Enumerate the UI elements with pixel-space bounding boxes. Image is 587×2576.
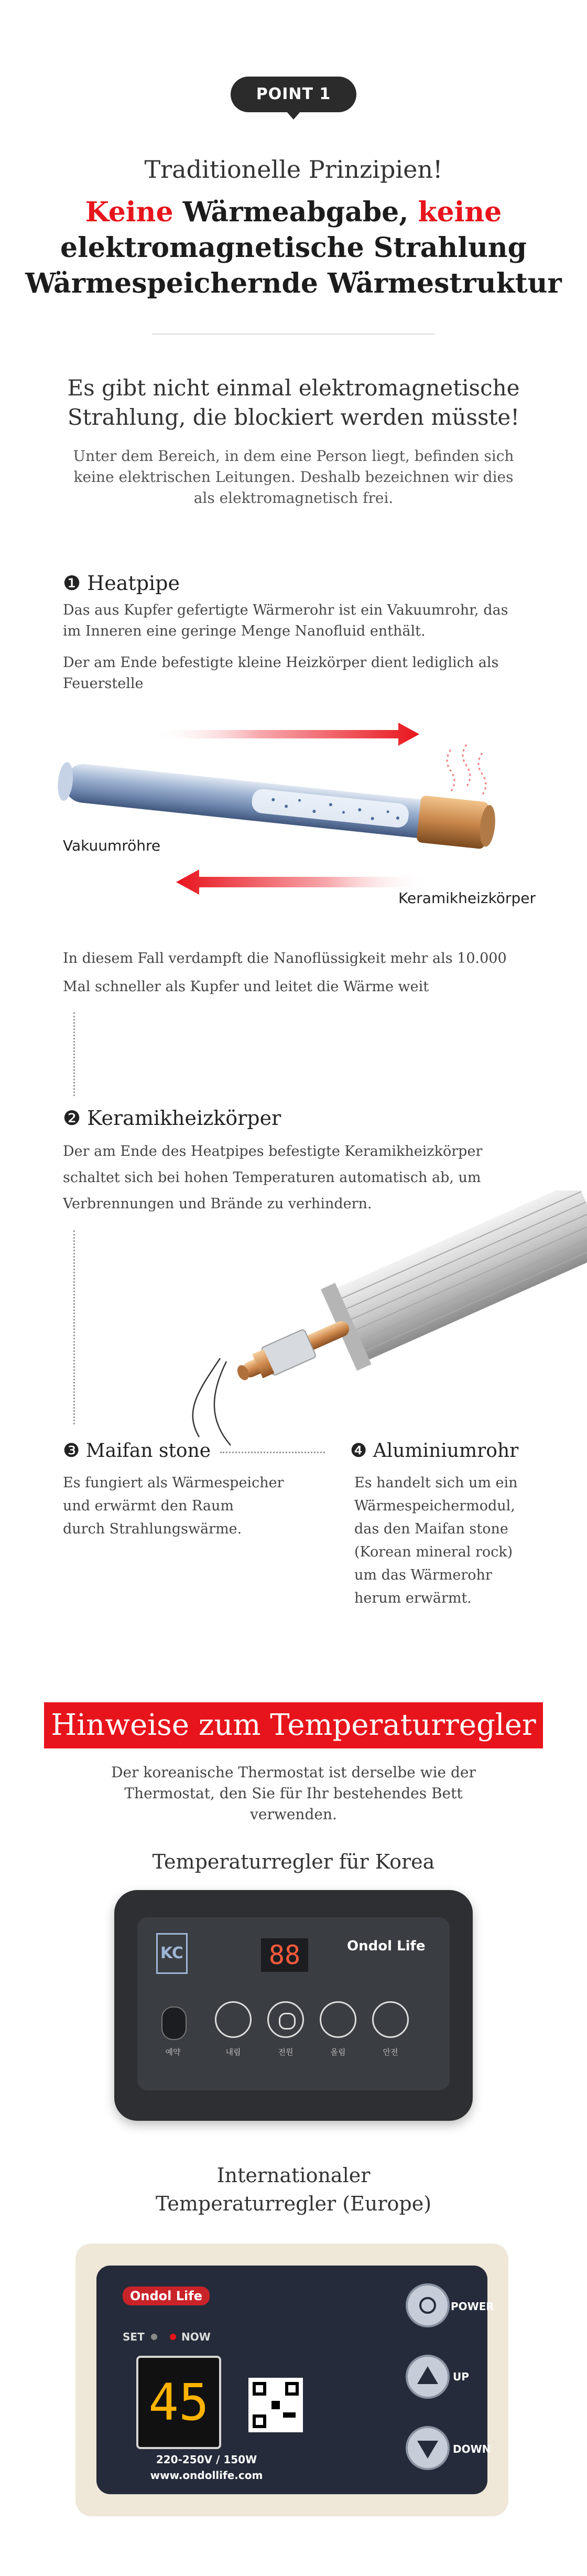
korea-up-button[interactable] xyxy=(320,2001,356,2038)
maifan-text-2: und erwärmt den Raum xyxy=(63,1498,234,1514)
intl-spec: 220-250V / 150W xyxy=(156,2453,257,2466)
korea-down-button[interactable] xyxy=(215,2001,252,2038)
intl-brand: Ondol Life xyxy=(123,2287,210,2305)
now-indicator xyxy=(170,2334,176,2340)
ceramic-title: ❷ Keramikheizkörper xyxy=(63,1107,281,1130)
power-icon xyxy=(279,2013,296,2030)
dotted-connector-3 xyxy=(220,1452,325,1453)
korea-btn-label-5: 안전 xyxy=(383,2047,398,2057)
thermostat-text-3: verwenden. xyxy=(250,1806,337,1823)
ceramic-text-2: schaltet sich bei hohen Temperaturen automatisch ab, um xyxy=(63,1169,481,1186)
korea-thermostat-panel xyxy=(137,1917,450,2090)
point-badge-tail xyxy=(286,111,301,120)
thermostat-text-1: Der koreanische Thermostat ist derselbe wie der xyxy=(111,1764,476,1781)
intl-down-label: DOWN xyxy=(453,2443,491,2455)
korea-display: 88 xyxy=(261,1938,308,1972)
qr-code xyxy=(248,2378,303,2432)
heatpipe-after-2: Mal schneller als Kupfer und leitet die Wärme weit xyxy=(63,979,429,995)
heading-line-3: elektromagnetische Strahlung xyxy=(60,232,527,264)
aluminium-text-6: herum erwärmt. xyxy=(354,1590,472,1606)
heading-line-4: Wärmespeichernde Wärmestruktur xyxy=(25,267,562,299)
heading-divider xyxy=(152,334,435,335)
heater-module-illustration xyxy=(168,1190,587,1463)
kc-mark: KC xyxy=(156,1933,188,1974)
triangle-down-icon xyxy=(417,2441,438,2459)
heading-line-2 xyxy=(0,195,587,230)
dotted-connector-1 xyxy=(73,1012,75,1096)
maifan-text-3: durch Strahlungswärme. xyxy=(63,1521,242,1537)
set-indicator xyxy=(151,2334,157,2340)
intl-power-label: POWER xyxy=(451,2300,494,2313)
heatpipe-text-2: im Inneren eine geringe Menge Nanofluid enthält. xyxy=(63,623,426,639)
triangle-up-icon xyxy=(417,2366,438,2384)
heading-mid-text: Wärmeabgabe, xyxy=(173,196,418,228)
heatpipe-title: ❶ Heatpipe xyxy=(63,572,180,595)
intl-set-label: SET xyxy=(123,2331,145,2343)
heatpipe-text-3: Der am Ende befestigte kleine Heizkörper dient lediglich als xyxy=(63,654,499,671)
intro-question-2: Strahlung, die blockiert werden müsste! xyxy=(67,404,520,430)
ceramic-text-1: Der am Ende des Heatpipes befestigte Keramikheizkörper xyxy=(63,1143,483,1160)
aluminium-text-3: das den Maifan stone xyxy=(354,1521,508,1537)
point-badge: POINT 1 xyxy=(231,77,356,112)
intro-paragraph-3: als elektromagnetisch frei. xyxy=(193,489,394,507)
aluminium-text-2: Wärmespeichermodul, xyxy=(354,1498,515,1514)
intl-thermostat-frame xyxy=(75,2244,508,2516)
intl-power-button[interactable] xyxy=(406,2283,450,2327)
korea-brand: Ondol Life xyxy=(347,1938,426,1954)
aluminium-text-5: um das Wärmerohr xyxy=(354,1567,492,1583)
aluminium-text-4: (Korean mineral rock) xyxy=(354,1544,513,1560)
vacuum-tube-label: Vakuumröhre xyxy=(63,837,161,854)
korea-btn-label-4: 올림 xyxy=(330,2047,346,2057)
thermostat-banner: Hinweise zum Temperaturregler xyxy=(44,1702,543,1748)
intl-thermostat-panel xyxy=(96,2266,494,2494)
intl-down-button[interactable] xyxy=(406,2426,450,2470)
korea-btn-label-1: 예약 xyxy=(165,2047,181,2057)
heading-subtitle: Traditionelle Prinzipien! xyxy=(144,155,443,184)
intl-now-label: NOW xyxy=(181,2331,211,2343)
intl-up-label: UP xyxy=(453,2370,469,2383)
intro-question-1: Es gibt nicht einmal elektromagnetische xyxy=(67,375,520,401)
heatpipe-after-1: In diesem Fall verdampft die Nanoflüssigkeit mehr als 10.000 xyxy=(63,950,507,967)
korea-btn-label-2: 내림 xyxy=(225,2047,241,2057)
intl-display: 45 xyxy=(136,2356,221,2449)
korea-btn-label-3: 전원 xyxy=(278,2047,294,2057)
korea-thermostat-title: Temperaturregler für Korea xyxy=(152,1850,435,1873)
heading-red-word-1: Keine xyxy=(85,196,173,228)
heading-red-word-2: keine xyxy=(418,196,502,228)
aluminium-text-1: Es handelt sich um ein xyxy=(354,1475,518,1491)
intro-paragraph-2: keine elektrischen Leitungen. Deshalb bezeichnen wir dies xyxy=(73,468,514,486)
intl-url: www.ondollife.com xyxy=(150,2469,263,2482)
heatpipe-text-4: Feuerstelle xyxy=(63,675,144,692)
maifan-title: ❸ Maifan stone xyxy=(63,1440,211,1462)
thermostat-text-2: Thermostat, den Sie für Ihr bestehendes Bett xyxy=(124,1785,463,1802)
heatpipe-text-1: Das aus Kupfer gefertigte Wärmerohr ist ein Vakuumrohr, das xyxy=(63,602,508,618)
dotted-connector-2 xyxy=(73,1230,75,1424)
korea-power-button[interactable] xyxy=(267,2001,304,2038)
korea-thermostat xyxy=(114,1890,473,2121)
intro-paragraph-1: Unter dem Bereich, in dem eine Person liegt, befinden sich xyxy=(73,447,514,465)
intl-thermostat-title-1: Internationaler xyxy=(216,2164,371,2187)
ceramic-heater-label: Keramikheizkörper xyxy=(398,889,536,907)
power-icon xyxy=(419,2297,436,2314)
ceramic-text-3: Verbrennungen und Brände zu verhindern. xyxy=(63,1196,372,1212)
intl-thermostat-title-2: Temperaturregler (Europe) xyxy=(155,2192,432,2215)
maifan-text-1: Es fungiert als Wärmespeicher xyxy=(63,1475,284,1491)
korea-reserve-button[interactable] xyxy=(161,2006,187,2040)
korea-safety-button[interactable] xyxy=(372,2001,409,2038)
aluminium-title: ❹ Aluminiumrohr xyxy=(350,1440,519,1462)
intl-up-button[interactable] xyxy=(406,2355,450,2399)
